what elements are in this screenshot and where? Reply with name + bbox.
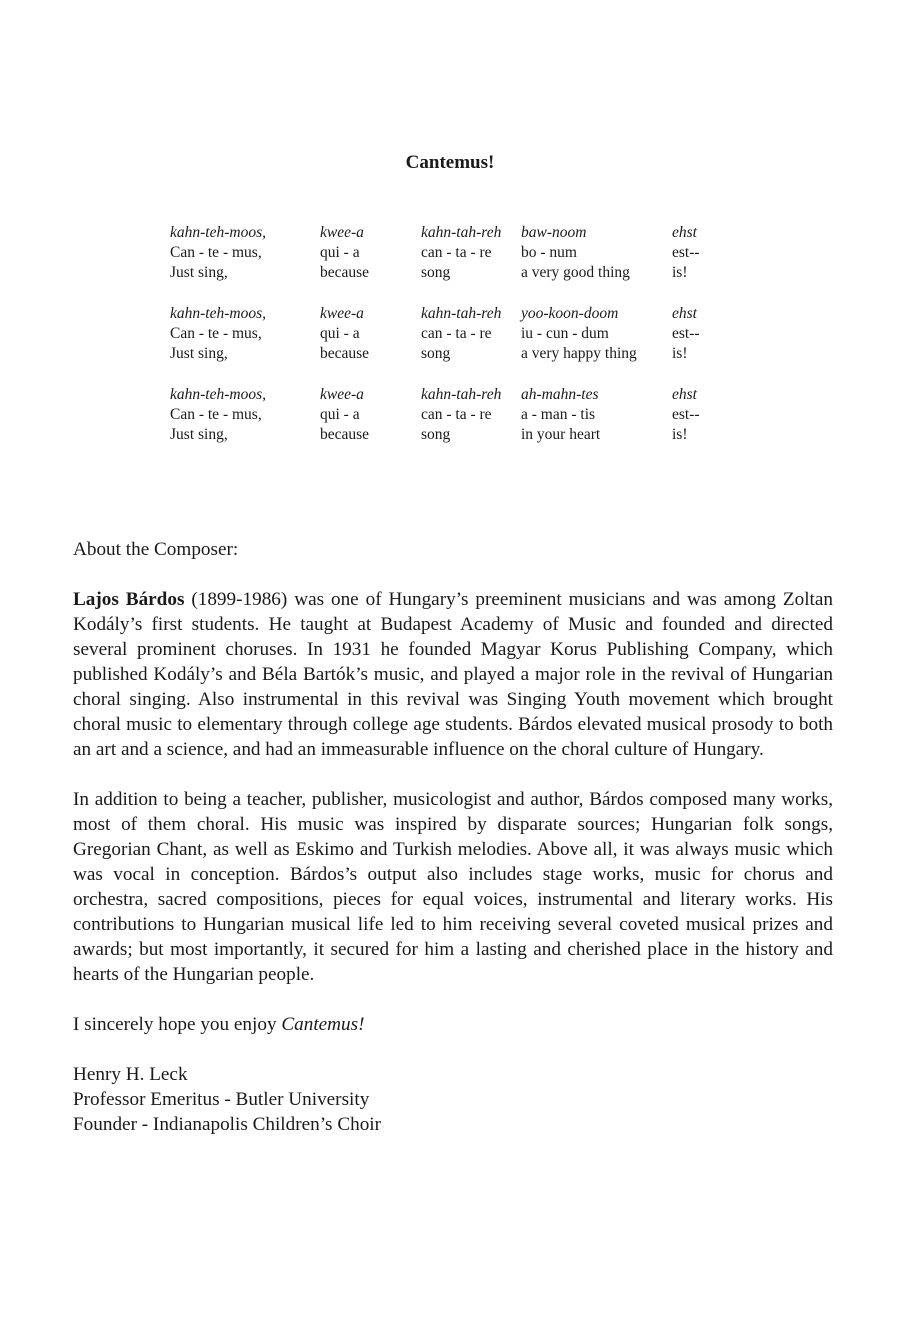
lyric-cell: kahn-teh-moos, — [170, 224, 266, 241]
lyric-cell: kahn-tah-reh — [421, 224, 502, 241]
biography-text: (1899-1986) was one of Hungary’s preeminent musicians and was among Zoltan Kodály’s first students. He taught at Budapest Academy of Music and founded and directed several prominent choruses. In 1931 he founded Magyar Korus Publishing Company, which published Kodály’s and Béla Bartók’s music, and played a major role in the revival of Hungarian choral singing. Also instrumental in this revival was Singing Youth movement which brought choral music to elementary through college age students. Bárdos elevated musical prosody to both an art and a science, and had an immeasurable influence on the choral culture of Hungary. — [73, 589, 833, 760]
lyric-cell: is! — [672, 345, 688, 362]
lyric-cell: qui - a — [320, 244, 360, 261]
lyric-cell: baw-noom — [521, 224, 587, 241]
lyric-cell: kahn-teh-moos, — [170, 305, 266, 322]
phonetic-row — [170, 385, 730, 405]
lyric-cell: can - ta - re — [421, 325, 492, 342]
closing-text: I sincerely hope you enjoy — [73, 1014, 282, 1035]
latin-row — [170, 243, 730, 263]
lyric-cell: est-- — [672, 244, 700, 261]
closing-line — [73, 1012, 833, 1037]
lyric-cell: is! — [672, 264, 688, 281]
signature-title-line: Founder - Indianapolis Children’s Choir — [73, 1114, 382, 1135]
lyric-cell: a very good thing — [521, 264, 630, 281]
lyric-cell: song — [421, 426, 451, 443]
lyric-cell: qui - a — [320, 325, 360, 342]
latin-row — [170, 405, 730, 425]
lyric-cell: because — [320, 426, 370, 443]
lyric-cell: qui - a — [320, 406, 360, 423]
lyric-cell: ehst — [672, 305, 697, 322]
lyric-cell: is! — [672, 426, 688, 443]
lyric-cell: Just sing, — [170, 345, 228, 362]
lyric-cell: a - man - tis — [521, 406, 596, 423]
signature-name: Henry H. Leck — [73, 1064, 188, 1085]
composer-name: Lajos Bárdos — [73, 589, 185, 610]
lyric-cell: Can - te - mus, — [170, 244, 262, 261]
lyric-cell: a very happy thing — [521, 345, 637, 362]
lyrics-stanza — [170, 385, 730, 445]
lyric-cell: ehst — [672, 224, 697, 241]
signature-block — [73, 1062, 833, 1137]
lyric-cell: song — [421, 345, 451, 362]
lyric-cell: can - ta - re — [421, 244, 492, 261]
english-row — [170, 263, 730, 283]
section-heading: About the Composer: — [73, 539, 239, 560]
english-row — [170, 425, 730, 445]
lyrics-stanza — [170, 304, 730, 364]
lyric-cell: Just sing, — [170, 426, 228, 443]
about-section — [73, 537, 833, 1137]
lyric-cell: iu - cun - dum — [521, 325, 609, 342]
english-row — [170, 344, 730, 364]
lyrics-table — [170, 223, 730, 445]
paragraph-works: In addition to being a teacher, publisher, musicologist and author, Bárdos composed many works, most of them choral. His music was inspired by disparate sources; Hungarian folk songs, Gregorian Chant, as well as Eskimo and Turkish melodies. Above all, it was always music which was vocal in conception. Bárdos’s output also includes stage works, music for chorus and orchestra, sacred compositions, pieces for equal voices, instrumental and literary works. His contributions to Hungarian musical life led to him receiving several coveted musical prizes and awards; but most importantly, it secured for him a lasting and cherished place in the history and hearts of the Hungarian people. — [73, 789, 833, 985]
lyric-cell: kahn-tah-reh — [421, 305, 502, 322]
lyric-cell: ah-mahn-tes — [521, 386, 599, 403]
lyric-cell: Can - te - mus, — [170, 406, 262, 423]
paragraph-biography — [73, 587, 833, 762]
lyric-cell: can - ta - re — [421, 406, 492, 423]
phonetic-row — [170, 223, 730, 243]
lyric-cell: bo - num — [521, 244, 577, 261]
lyric-cell: est-- — [672, 325, 700, 342]
page-title: Cantemus! — [405, 152, 495, 173]
latin-row — [170, 324, 730, 344]
lyric-cell: kahn-teh-moos, — [170, 386, 266, 403]
lyrics-stanza — [170, 223, 730, 283]
closing-title: Cantemus! — [281, 1014, 365, 1035]
lyric-cell: Can - te - mus, — [170, 325, 262, 342]
lyric-cell: song — [421, 264, 451, 281]
lyric-cell: because — [320, 345, 370, 362]
lyric-cell: because — [320, 264, 370, 281]
lyric-cell: kwee-a — [320, 305, 364, 322]
lyric-cell: in your heart — [521, 426, 601, 443]
lyric-cell: est-- — [672, 406, 700, 423]
lyric-cell: kwee-a — [320, 224, 364, 241]
phonetic-row — [170, 304, 730, 324]
lyric-cell: yoo-koon-doom — [521, 305, 619, 322]
lyric-cell: Just sing, — [170, 264, 228, 281]
lyric-cell: kahn-tah-reh — [421, 386, 502, 403]
lyric-cell: ehst — [672, 386, 697, 403]
lyric-cell: kwee-a — [320, 386, 364, 403]
signature-title-line: Professor Emeritus - Butler University — [73, 1089, 370, 1110]
